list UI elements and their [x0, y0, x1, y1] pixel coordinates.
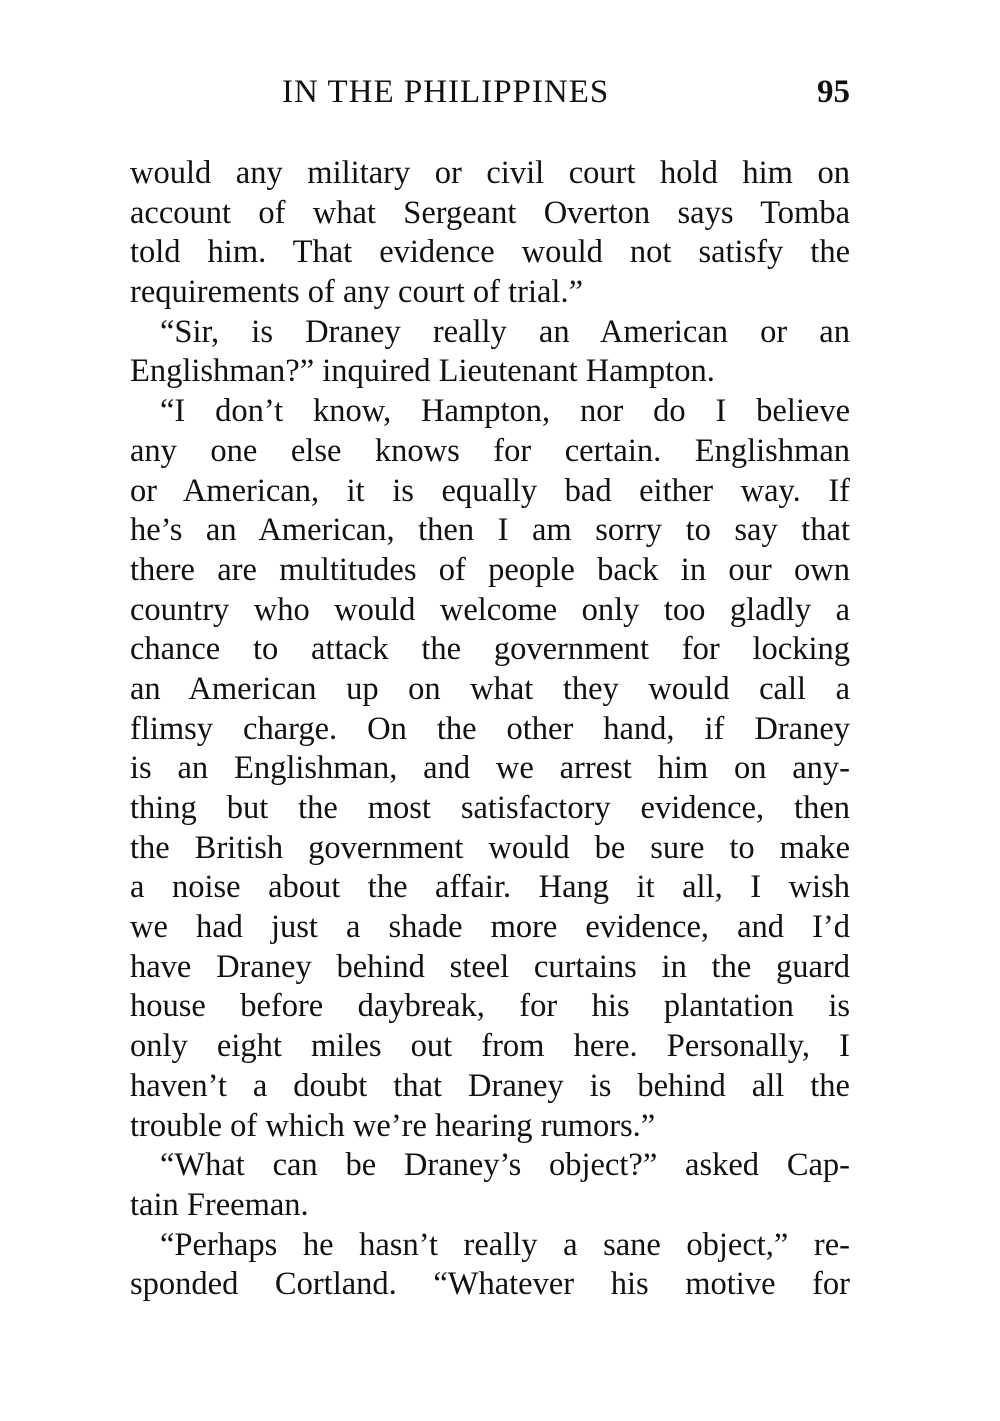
text-line: he’s an American, then I am sorry to say that [130, 512, 850, 549]
text-line: tain Freeman. [130, 1186, 309, 1223]
text-line: chance to attack the government for locking [130, 631, 850, 668]
text-line: only eight miles out from here. Personally, I [130, 1028, 850, 1065]
text-line: the British government would be sure to make [130, 829, 850, 866]
text-line: any one else knows for certain. Englishman [130, 432, 850, 469]
text-line: “What can be Draney’s object?” asked Cap- [160, 1147, 850, 1184]
page-number: 95 [817, 74, 850, 110]
text-line: or American, it is equally bad either way. If [130, 472, 850, 509]
page-header [130, 70, 850, 114]
text-line: country who would welcome only too gladly a [130, 591, 850, 628]
text-line: flimsy charge. On the other hand, if Draney [130, 710, 850, 747]
text-line: requirements of any court of trial.” [130, 274, 584, 311]
text-line: have Draney behind steel curtains in the guard [130, 948, 850, 985]
text-line: a noise about the affair. Hang it all, I wish [130, 869, 850, 906]
text-line: sponded Cortland. “Whatever his motive for [130, 1266, 850, 1303]
text-line: we had just a shade more evidence, and I’d [130, 909, 850, 946]
text-line: would any military or civil court hold him on [130, 155, 850, 191]
text-line: account of what Sergeant Overton says Tomba [130, 194, 850, 231]
running-title: IN THE PHILIPPINES [282, 74, 610, 110]
body-text [130, 154, 850, 1305]
text-line: “I don’t know, Hampton, nor do I believe [160, 393, 850, 430]
text-line: trouble of which we’re hearing rumors.” [130, 1107, 656, 1144]
text-line: told him. That evidence would not satisfy the [130, 234, 850, 271]
text-line: an American up on what they would call a [130, 670, 850, 707]
text-line: “Sir, is Draney really an American or an [160, 313, 850, 350]
text-line: Englishman?” inquired Lieutenant Hampton. [130, 353, 715, 390]
text-line: haven’t a doubt that Draney is behind all the [130, 1067, 850, 1104]
text-line: house before daybreak, for his plantation is [130, 988, 850, 1025]
text-line: “Perhaps he hasn’t really a sane object,” re- [160, 1226, 850, 1263]
text-line: thing but the most satisfactory evidence, then [130, 790, 850, 826]
text-line: there are multitudes of people back in our own [130, 551, 850, 588]
text-line: is an Englishman, and we arrest him on any- [130, 750, 850, 787]
